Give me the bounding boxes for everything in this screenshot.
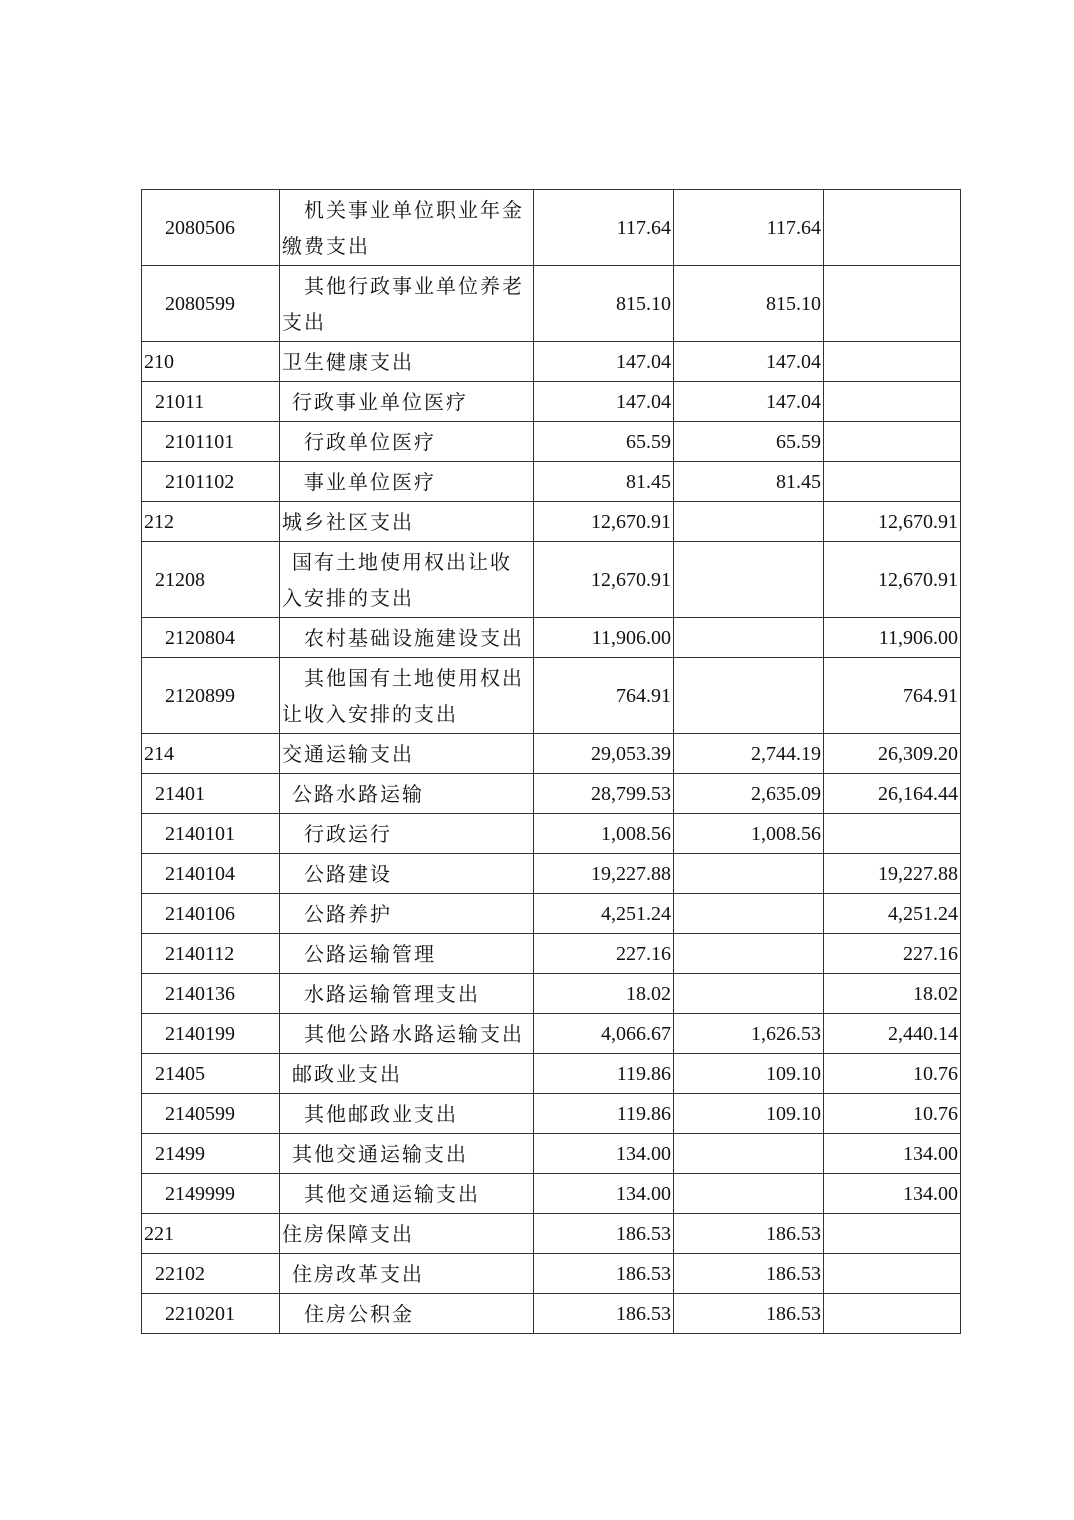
- project-expenditure-cell: [824, 422, 961, 462]
- project-expenditure-cell: 10.76: [824, 1054, 961, 1094]
- project-expenditure-cell: 10.76: [824, 1094, 961, 1134]
- item-name-cell: 公路运输管理: [280, 934, 534, 974]
- item-name-cell: 机关事业单位职业年金缴费支出: [280, 190, 534, 266]
- basic-expenditure-cell: 186.53: [674, 1294, 824, 1334]
- basic-expenditure-cell: 186.53: [674, 1214, 824, 1254]
- code-cell: 2140199: [142, 1014, 280, 1054]
- item-name-cell: 公路水路运输: [280, 774, 534, 814]
- code-cell: 21401: [142, 774, 280, 814]
- total-amount-cell: 186.53: [534, 1294, 674, 1334]
- total-amount-cell: 134.00: [534, 1134, 674, 1174]
- code-cell: 2120899: [142, 658, 280, 734]
- code-cell: 2140104: [142, 854, 280, 894]
- total-amount-cell: 186.53: [534, 1214, 674, 1254]
- table-row: [142, 462, 961, 502]
- basic-expenditure-cell: [674, 542, 824, 618]
- total-amount-cell: 815.10: [534, 266, 674, 342]
- item-name-cell: 行政运行: [280, 814, 534, 854]
- basic-expenditure-cell: 1,008.56: [674, 814, 824, 854]
- item-name-cell: 其他国有土地使用权出让收入安排的支出: [280, 658, 534, 734]
- table-row: [142, 1094, 961, 1134]
- project-expenditure-cell: [824, 1214, 961, 1254]
- total-amount-cell: 134.00: [534, 1174, 674, 1214]
- basic-expenditure-cell: 1,626.53: [674, 1014, 824, 1054]
- item-name-cell: 公路养护: [280, 894, 534, 934]
- item-name-cell: 邮政业支出: [280, 1054, 534, 1094]
- basic-expenditure-cell: 109.10: [674, 1054, 824, 1094]
- project-expenditure-cell: 26,309.20: [824, 734, 961, 774]
- project-expenditure-cell: [824, 266, 961, 342]
- project-expenditure-cell: [824, 382, 961, 422]
- project-expenditure-cell: 19,227.88: [824, 854, 961, 894]
- item-name-cell: 公路建设: [280, 854, 534, 894]
- basic-expenditure-cell: 117.64: [674, 190, 824, 266]
- basic-expenditure-cell: 2,744.19: [674, 734, 824, 774]
- total-amount-cell: 147.04: [534, 382, 674, 422]
- budget-table: [141, 189, 961, 1334]
- code-cell: 2080599: [142, 266, 280, 342]
- total-amount-cell: 764.91: [534, 658, 674, 734]
- basic-expenditure-cell: 65.59: [674, 422, 824, 462]
- total-amount-cell: 28,799.53: [534, 774, 674, 814]
- basic-expenditure-cell: [674, 854, 824, 894]
- table-row: [142, 190, 961, 266]
- total-amount-cell: 18.02: [534, 974, 674, 1014]
- project-expenditure-cell: 4,251.24: [824, 894, 961, 934]
- total-amount-cell: 117.64: [534, 190, 674, 266]
- basic-expenditure-cell: [674, 1134, 824, 1174]
- code-cell: 2140106: [142, 894, 280, 934]
- code-cell: 21208: [142, 542, 280, 618]
- table-row: [142, 658, 961, 734]
- code-cell: 2101102: [142, 462, 280, 502]
- basic-expenditure-cell: 815.10: [674, 266, 824, 342]
- basic-expenditure-cell: 81.45: [674, 462, 824, 502]
- item-name-cell: 国有土地使用权出让收入安排的支出: [280, 542, 534, 618]
- basic-expenditure-cell: 147.04: [674, 382, 824, 422]
- code-cell: 2101101: [142, 422, 280, 462]
- item-name-cell: 农村基础设施建设支出: [280, 618, 534, 658]
- total-amount-cell: 147.04: [534, 342, 674, 382]
- item-name-cell: 住房改革支出: [280, 1254, 534, 1294]
- code-cell: 21499: [142, 1134, 280, 1174]
- code-cell: 2080506: [142, 190, 280, 266]
- basic-expenditure-cell: [674, 974, 824, 1014]
- item-name-cell: 住房保障支出: [280, 1214, 534, 1254]
- project-expenditure-cell: 2,440.14: [824, 1014, 961, 1054]
- item-name-cell: 其他公路水路运输支出: [280, 1014, 534, 1054]
- total-amount-cell: 81.45: [534, 462, 674, 502]
- table-row: [142, 814, 961, 854]
- code-cell: 2140112: [142, 934, 280, 974]
- table-row: [142, 1054, 961, 1094]
- total-amount-cell: 12,670.91: [534, 502, 674, 542]
- total-amount-cell: 4,251.24: [534, 894, 674, 934]
- project-expenditure-cell: 12,670.91: [824, 542, 961, 618]
- table-row: [142, 1294, 961, 1334]
- code-cell: 21011: [142, 382, 280, 422]
- item-name-cell: 水路运输管理支出: [280, 974, 534, 1014]
- item-name-cell: 其他交通运输支出: [280, 1174, 534, 1214]
- basic-expenditure-cell: 109.10: [674, 1094, 824, 1134]
- code-cell: 221: [142, 1214, 280, 1254]
- project-expenditure-cell: 18.02: [824, 974, 961, 1014]
- item-name-cell: 交通运输支出: [280, 734, 534, 774]
- project-expenditure-cell: [824, 814, 961, 854]
- total-amount-cell: 19,227.88: [534, 854, 674, 894]
- table-row: [142, 618, 961, 658]
- table-row: [142, 422, 961, 462]
- project-expenditure-cell: [824, 190, 961, 266]
- project-expenditure-cell: [824, 462, 961, 502]
- budget-table-body: [142, 190, 961, 1334]
- table-row: [142, 266, 961, 342]
- total-amount-cell: 11,906.00: [534, 618, 674, 658]
- item-name-cell: 事业单位医疗: [280, 462, 534, 502]
- table-row: [142, 1014, 961, 1054]
- total-amount-cell: 227.16: [534, 934, 674, 974]
- total-amount-cell: 119.86: [534, 1094, 674, 1134]
- basic-expenditure-cell: [674, 1174, 824, 1214]
- basic-expenditure-cell: [674, 618, 824, 658]
- code-cell: 2210201: [142, 1294, 280, 1334]
- basic-expenditure-cell: [674, 934, 824, 974]
- basic-expenditure-cell: [674, 658, 824, 734]
- item-name-cell: 行政事业单位医疗: [280, 382, 534, 422]
- item-name-cell: 行政单位医疗: [280, 422, 534, 462]
- project-expenditure-cell: 764.91: [824, 658, 961, 734]
- table-row: [142, 974, 961, 1014]
- project-expenditure-cell: 227.16: [824, 934, 961, 974]
- item-name-cell: 其他交通运输支出: [280, 1134, 534, 1174]
- project-expenditure-cell: 12,670.91: [824, 502, 961, 542]
- table-row: [142, 342, 961, 382]
- table-row: [142, 734, 961, 774]
- code-cell: 2149999: [142, 1174, 280, 1214]
- total-amount-cell: 29,053.39: [534, 734, 674, 774]
- item-name-cell: 城乡社区支出: [280, 502, 534, 542]
- item-name-cell: 其他行政事业单位养老支出: [280, 266, 534, 342]
- code-cell: 210: [142, 342, 280, 382]
- code-cell: 214: [142, 734, 280, 774]
- total-amount-cell: 65.59: [534, 422, 674, 462]
- table-row: [142, 774, 961, 814]
- table-row: [142, 1214, 961, 1254]
- code-cell: 2140101: [142, 814, 280, 854]
- project-expenditure-cell: [824, 342, 961, 382]
- basic-expenditure-cell: 2,635.09: [674, 774, 824, 814]
- basic-expenditure-cell: [674, 894, 824, 934]
- basic-expenditure-cell: 147.04: [674, 342, 824, 382]
- table-row: [142, 1174, 961, 1214]
- total-amount-cell: 12,670.91: [534, 542, 674, 618]
- project-expenditure-cell: 26,164.44: [824, 774, 961, 814]
- project-expenditure-cell: 134.00: [824, 1134, 961, 1174]
- total-amount-cell: 119.86: [534, 1054, 674, 1094]
- code-cell: 2140136: [142, 974, 280, 1014]
- project-expenditure-cell: 134.00: [824, 1174, 961, 1214]
- basic-expenditure-cell: [674, 502, 824, 542]
- code-cell: 21405: [142, 1054, 280, 1094]
- total-amount-cell: 1,008.56: [534, 814, 674, 854]
- total-amount-cell: 186.53: [534, 1254, 674, 1294]
- basic-expenditure-cell: 186.53: [674, 1254, 824, 1294]
- item-name-cell: 卫生健康支出: [280, 342, 534, 382]
- code-cell: 212: [142, 502, 280, 542]
- item-name-cell: 住房公积金: [280, 1294, 534, 1334]
- table-row: [142, 542, 961, 618]
- table-row: [142, 894, 961, 934]
- item-name-cell: 其他邮政业支出: [280, 1094, 534, 1134]
- table-row: [142, 1134, 961, 1174]
- project-expenditure-cell: 11,906.00: [824, 618, 961, 658]
- code-cell: 2140599: [142, 1094, 280, 1134]
- table-row: [142, 934, 961, 974]
- total-amount-cell: 4,066.67: [534, 1014, 674, 1054]
- code-cell: 22102: [142, 1254, 280, 1294]
- project-expenditure-cell: [824, 1294, 961, 1334]
- table-row: [142, 1254, 961, 1294]
- project-expenditure-cell: [824, 1254, 961, 1294]
- table-row: [142, 382, 961, 422]
- table-row: [142, 502, 961, 542]
- code-cell: 2120804: [142, 618, 280, 658]
- table-row: [142, 854, 961, 894]
